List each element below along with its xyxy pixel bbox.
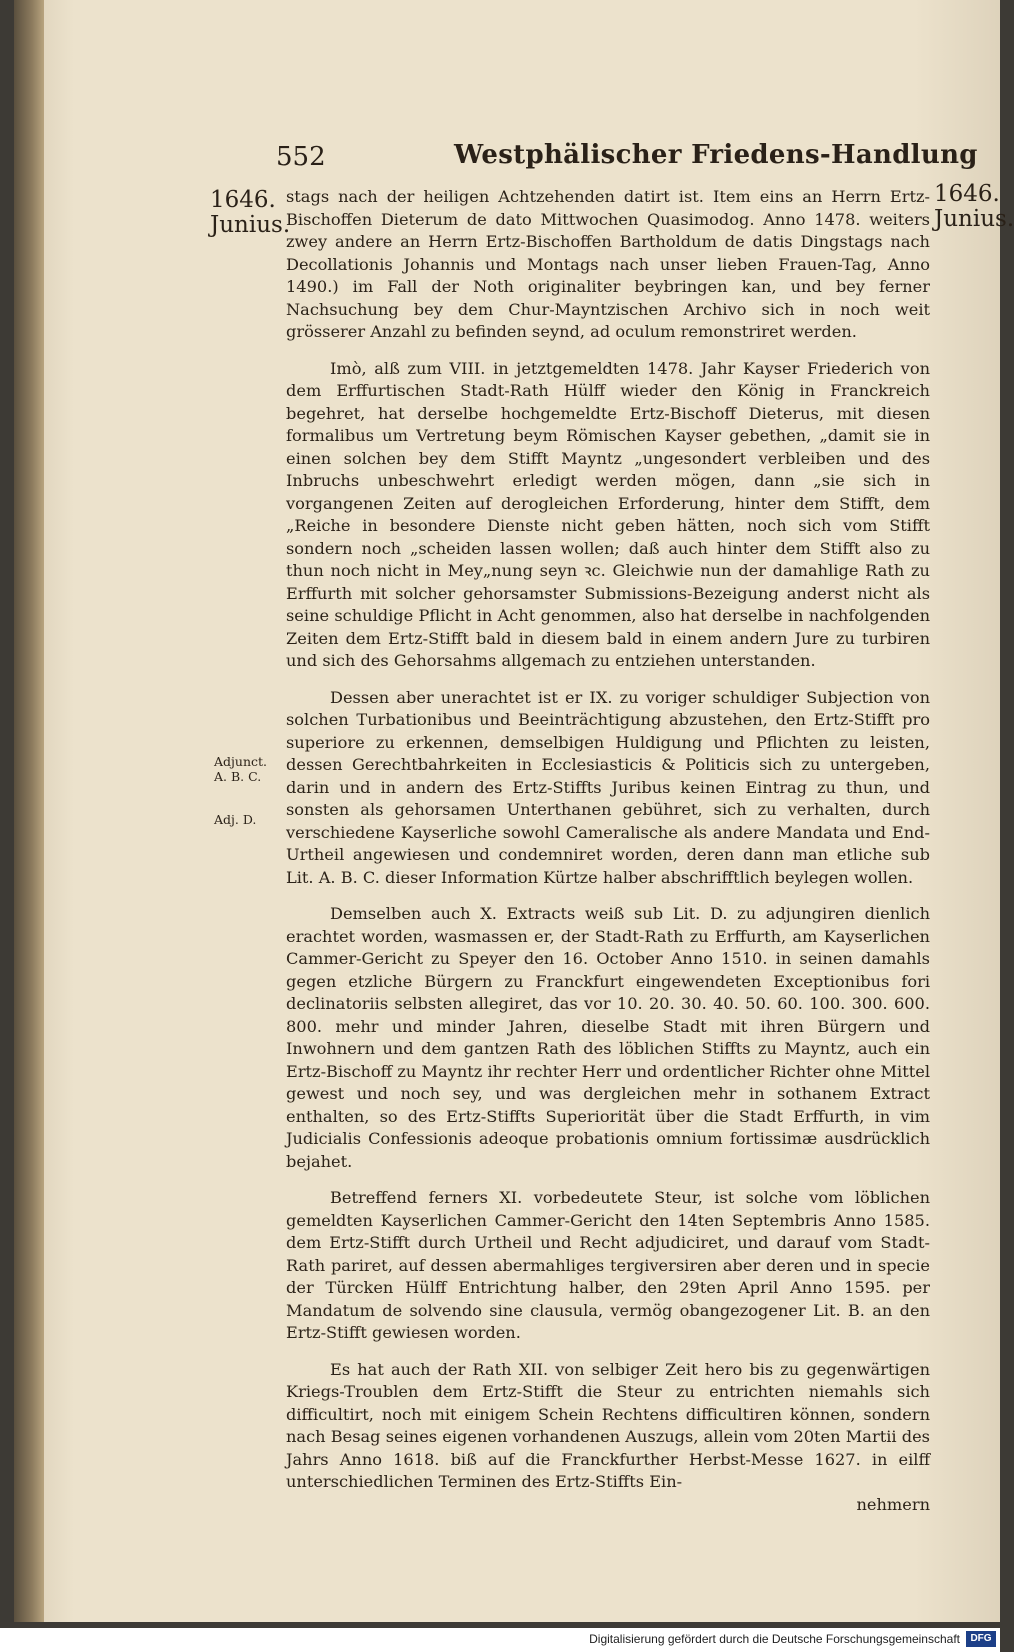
book-page [14, 0, 1014, 1622]
catchword: nehmern [856, 1494, 930, 1514]
page-number: 552 [276, 142, 326, 172]
margin-year-right: 1646. [934, 181, 1000, 207]
dfg-logo-icon: DFG [966, 1631, 996, 1647]
margin-month-left: Junius. [210, 212, 291, 238]
page-body [286, 186, 930, 1516]
margin-note-adjunct-abc [214, 754, 267, 784]
page-header [14, 142, 1000, 182]
margin-note-line: Adjunct. [214, 754, 268, 769]
margin-note-adj-d: Adj. D. [214, 812, 257, 827]
paragraph-continuation: stags nach der heiligen Achtzehenden datirt ist. Item eins an Herrn Ertz-Bischoffen Dieterum de dato Mittwochen Quasimodog. Anno 1478. weiters zwey andere an Herrn Ertz-Bischoffen Bartholdum de datis Dingstags nach Decollationis Johannis und Montags nach unser lieben Frauen-Tag, Anno 1490.) im Fall der Noth originaliter beybringen kan, und bey ferner Nachsuchung bey dem Chur-Mayntzischen Archivo sich in noch weit grösserer Anzahl zu befinden seynd, ad oculum remonstriret werden. [286, 187, 930, 341]
running-title: Westphälischer Friedens-Handlung [454, 140, 978, 170]
dfg-credit-text: Digitalisierung gefördert durch die Deutsche Forschungsgemeinschaft [589, 1632, 960, 1646]
margin-date-right [934, 182, 1014, 232]
paragraph-x: Demselben auch X. Extracts weiß sub Lit. D. zu adjungiren dienlich erachtet worden, wasmassen er, der Stadt-Rath zu Erffurth, am Kayserlichen Cammer-Gericht zu Speyer den 16. October Anno 1510. in seinen damahls gegen etzliche Bürgern zu Franckfurt eingewendeten Exceptionibus fori declinatoriis selbsten allegiret, das vor 10. 20. 30. 40. 50. 60. 100. 300. 600. 800. mehr und minder Jahren, dieselbe Stadt mit ihren Bürgern und Inwohnern und dem gantzen Rath des löblichen Stiffts zu Mayntz, auch ein Ertz-Bischoff zu Mayntz ihr rechter Herr und ordentlicher Richter ohne Mittel gewest und noch sey, und was dergleichen mehr in sothanem Extract enthalten, so des Ertz-Stiffts Superiorität über die Stadt Erffurth, in vim Judicialis Confessionis adeoque probationis omnium fortissimæ ausdrücklich bejahet. [286, 904, 930, 1171]
margin-note-line: A. B. C. [214, 769, 262, 784]
digitization-footer [0, 1628, 1000, 1652]
paragraph-ix: Dessen aber unerachtet ist er IX. zu voriger schuldiger Subjection von solchen Turbationibus und Beeinträchtigung abzustehen, den Ertz-Stifft pro superiore zu erkennen, demselbigen Huldigung und Pflichten zu leisten, dessen Gerechtbahrkeiten in Ecclesiasticis & Politicis sich zu untergeben, darin und in andern des Ertz-Stiffts Juribus keinen Eintrag zu thun, und sonsten als gehorsamen Unterthanen gebühret, sich zu verhalten, durch verschiedene Kayserliche sowohl Cameralische als andere Mandata und End-Urtheil angewiesen und condemniret worden, deren dann man etliche sub Lit. A. B. C. dieser Information Kürtze halber abschrifftlich beylegen wollen. [286, 687, 930, 887]
margin-date-left [210, 188, 290, 238]
paragraph-xii: Es hat auch der Rath XII. von selbiger Zeit hero bis zu gegenwärtigen Kriegs-Troublen dem Ertz-Stifft die Steur zu entrichten niemahls sich difficultirt, noch mit einigem Schein Rechtens difficultiren können, sondern nach Besag seines eigenen vorhandenen Auszugs, allein vom 20ten Martii des Jahrs Anno 1618. biß auf die Franckfurther Herbst-Messe 1627. in eilff unterschiedlichen Terminen des Ertz-Stiffts Ein- [286, 1359, 930, 1491]
paragraph-viii: Imò, alß zum VIII. in jetztgemeldten 1478. Jahr Kayser Friederich von dem Erffurtischen Stadt-Rath Hülff wieder den König in Franckreich begehret, hat derselbe hochgemeldte Ertz-Bischoff Dieterus, mit diesen formalibus um Vertretung beym Römischen Kayser gebethen, „damit sie in einen solchen bey dem Stifft Mayntz „ungesondert verbleiben und des Inbruchs unbeschwehrt erledigt werden mögen, dann „sie sich in vorgangenen Zeiten auf derogleichen Erforderung, hinter dem Stifft, dem „Reiche in besondere Dienste nicht geben hätten, noch sich vom Stifft sondern noch „scheiden lassen wollen; daß auch hinter dem Stifft also zu thun noch nicht in Mey„nung seyn ꝛc. Gleichwie nun der damahlige Rath zu Erffurth mit solcher gehorsamster Submissions-Bezeigung anderst nicht als seine schuldige Pflicht in Acht genommen, also hat derselbe in nachfolgenden Zeiten dem Ertz-Stifft bald in diesem bald in einem andern Jure zu turbiren und sich des Gehorsahms allgemach zu entziehen unterstanden. [286, 358, 930, 670]
book-gutter [14, 0, 44, 1622]
paragraph-xi: Betreffend ferners XI. vorbedeutete Steur, ist solche vom löblichen gemeldten Kayserlichen Cammer-Gericht den 14ten Septembris Anno 1585. dem Ertz-Stifft durch Urtheil und Recht adjudiciret, und darauf vom Stadt-Rath pariret, auf dessen abermahliges tergiversiren aber deren und in specie der Türcken Hülff Entrichtung halber, den 29ten April Anno 1595. per Mandatum de solvendo sine clausula, vermög obangezogener Lit. B. an den Ertz-Stifft gewiesen worden. [286, 1188, 930, 1342]
margin-month-right: Junius. [934, 206, 1014, 232]
margin-year-left: 1646. [210, 187, 276, 213]
